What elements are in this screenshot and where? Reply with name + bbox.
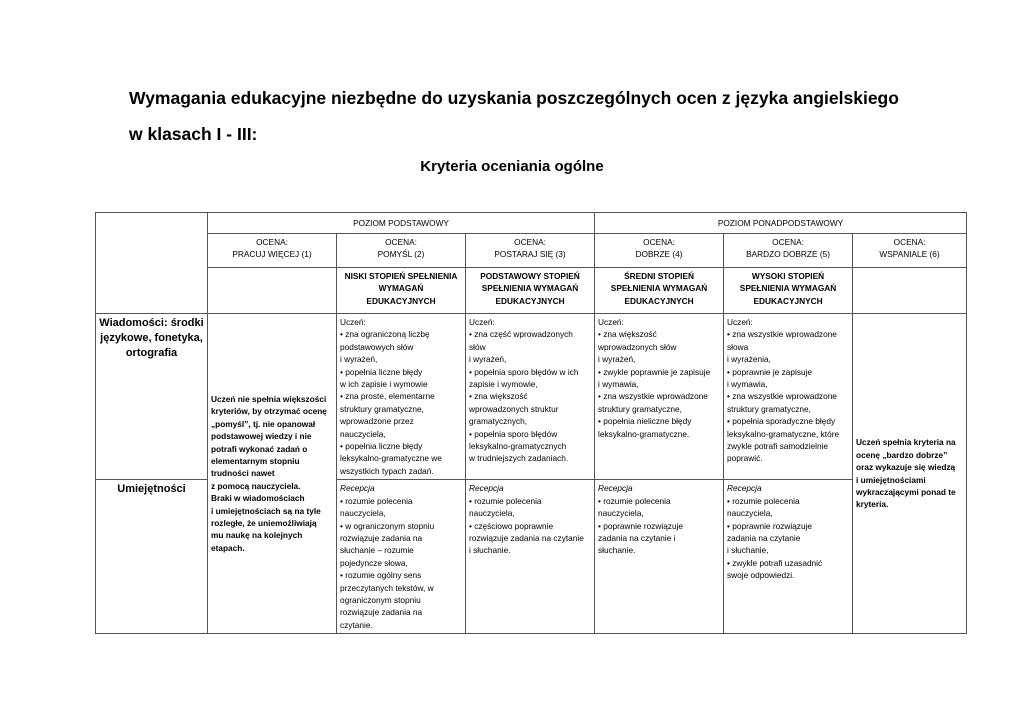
criteria-table [95, 212, 967, 634]
knowledge-cell-5: Uczeń: • zna wszystkie wprowadzone słowa i wyrażenia, • poprawnie je zapisuje i wymawia, • zna wszystkie wprowadzone struktury gramatyczne, • popełnia sporadyczne błędy leksykalno-gramatyczne, które zwykle potrafi samodzielnie poprawić. [724, 314, 853, 480]
grade-header-5: OCENA: BARDZO DOBRZE (5) [724, 234, 853, 268]
grade-header-3: OCENA: POSTARAJ SIĘ (3) [466, 234, 595, 268]
grade-header-6: OCENA: WSPANIALE (6) [853, 234, 967, 268]
degree-empty-6 [853, 268, 967, 314]
skills-cell-3: Recepcja • rozumie polecenia nauczyciela, • częściowo poprawnie rozwiązuje zadania na czytanie i słuchanie. [466, 480, 595, 634]
page-title: Wymagania edukacyjne niezbędne do uzyskania poszczególnych ocen z języka angielskiego [129, 88, 899, 108]
degree-header-3: PODSTAWOWY STOPIEŃ SPEŁNIENIA WYMAGAŃ EDUKACYJNYCH [466, 268, 595, 314]
skills-cell-4: Recepcja • rozumie polecenia nauczyciela, • poprawnie rozwiązuje zadania na czytanie i słuchanie. [595, 480, 724, 634]
row-label-skills: Umiejętności [96, 480, 208, 634]
page-subtitle: Kryteria oceniania ogólne [420, 158, 604, 175]
degree-header-2: NISKI STOPIEŃ SPEŁNIENIA WYMAGAŃ EDUKACYJNYCH [337, 268, 466, 314]
row-label-knowledge: Wiadomości: środki językowe, fonetyka, ortografia [96, 314, 208, 480]
knowledge-cell-3: Uczeń: • zna część wprowadzonych słów i wyrażeń, • popełnia sporo błędów w ich zapisie i wymowie, • zna większość wprowadzonych struktur gramatycznych, • popełnia sporo błędów leksykalno-gramatycznych w trudniejszych zadaniach. [466, 314, 595, 480]
grade-header-4: OCENA: DOBRZE (4) [595, 234, 724, 268]
degree-empty-1 [208, 268, 337, 314]
skills-cell-5: Recepcja • rozumie polecenia nauczyciela, • poprawnie rozwiązuje zadania na czytanie i słuchanie, • zwykle potrafi uzasadnić swoje odpowiedzi. [724, 480, 853, 634]
degree-header-4: ŚREDNI STOPIEŃ SPEŁNIENIA WYMAGAŃ EDUKACYJNYCH [595, 268, 724, 314]
skills-cell-2: Recepcja • rozumie polecenia nauczyciela, • w ograniczonym stopniu rozwiązuje zadania na słuchanie – rozumie pojedyncze słowa, • rozumie ogólny sens przeczytanych tekstów, w ograniczonym stopniu rozwiązuje zadania na czytanie. [337, 480, 466, 634]
grade-header-1: OCENA: PRACUJ WIĘCEJ (1) [208, 234, 337, 268]
grade6-description: Uczeń spełnia kryteria na ocenę „bardzo dobrze” oraz wykazuje się wiedzą i umiejętnościami wykraczającymi ponad te kryteria. [853, 314, 967, 634]
grade-header-2: OCENA: POMYŚL (2) [337, 234, 466, 268]
grade1-description: Uczeń nie spełnia większości kryteriów, by otrzymać ocenę „pomyśl”, tj. nie opanował podstawowej wiedzy i nie potrafi wykonać zadań o elementarnym stopniu trudności nawet z pomocą nauczyciela. Braki w wiadomościach i umiejętnościach są na tyle rozległe, że uniemożliwiają mu naukę na kolejnych etapach. [208, 314, 337, 634]
corner-cell [96, 213, 208, 314]
level-basic-header: POZIOM PODSTAWOWY [208, 213, 595, 234]
knowledge-cell-2: Uczeń: • zna ograniczoną liczbę podstawowych słów i wyrażeń, • popełnia liczne błędy w ich zapisie i wymowie • zna proste, elementarne struktury gramatyczne, wprowadzone przez nauczyciela, • popełnia liczne błędy leksykalno-gramatyczne we wszystkich typach zadań. [337, 314, 466, 480]
page-title-line2: w klasach I - III: [129, 124, 258, 144]
level-advanced-header: POZIOM PONADPODSTAWOWY [595, 213, 967, 234]
knowledge-cell-4: Uczeń: • zna większość wprowadzonych słów i wyrażeń, • zwykle poprawnie je zapisuje i wymawia, • zna wszystkie wprowadzone struktury gramatyczne, • popełnia nieliczne błędy leksykalno-gramatyczne. [595, 314, 724, 480]
degree-header-5: WYSOKI STOPIEŃ SPEŁNIENIA WYMAGAŃ EDUKACYJNYCH [724, 268, 853, 314]
